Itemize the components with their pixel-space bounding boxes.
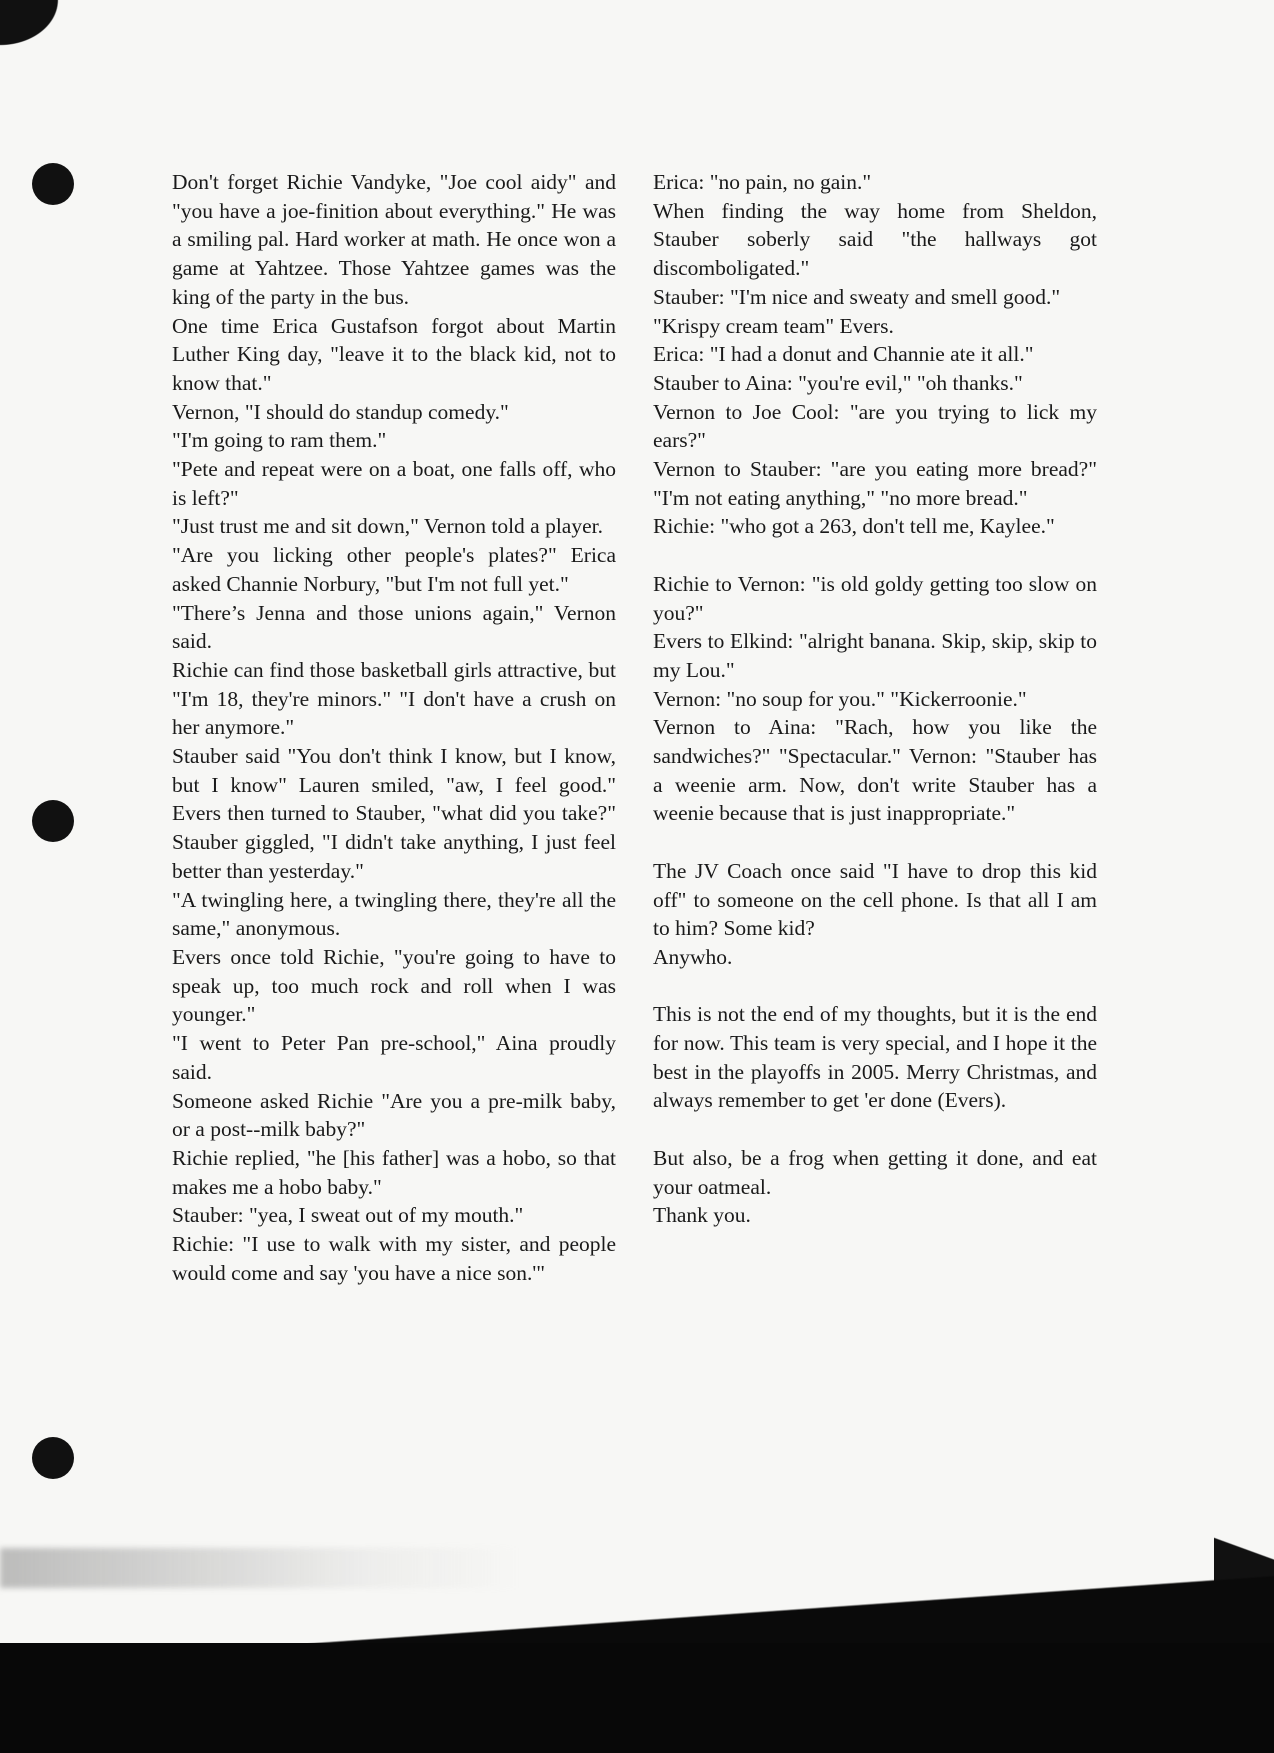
paragraph: One time Erica Gustafson forgot about Martin Luther King day, "leave it to the black kid, not to know that." xyxy=(172,313,616,395)
paragraph: Stauber to Aina: "you're evil," "oh thanks." xyxy=(653,370,1023,395)
paragraph: "A twingling here, a twingling there, they're all the same," anonymous. xyxy=(172,887,616,941)
paragraph: When finding the way home from Sheldon, Stauber soberly said "the hallways got discomboligated." xyxy=(653,198,1097,281)
paragraph: "Pete and repeat were on a boat, one falls off, who is left?" xyxy=(172,457,616,510)
punch-hole-bottom xyxy=(32,1437,74,1479)
paragraph: Don't forget Richie Vandyke, "Joe cool aidy" and "you have a joe-finition about everything." He was a smiling pal. Hard worker at math. He once won a game at Yahtzee. Those Yahtzee games was the king of the party in the bus. xyxy=(172,170,616,309)
paragraph: "Just trust me and sit down," Vernon told a player. xyxy=(172,514,603,539)
paragraph: "I'm going to ram them." xyxy=(172,428,387,453)
paragraph: Vernon to Joe Cool: "are you trying to lick my ears?" xyxy=(653,399,1097,453)
punch-hole-top xyxy=(32,163,74,205)
paragraph: Evers to Elkind: "alright banana. Skip, skip, skip to my Lou." xyxy=(653,629,1097,682)
punch-hole-middle xyxy=(32,800,74,842)
paragraph: Vernon to Stauber: "are you eating more bread?" "I'm not eating anything," "no more bread." xyxy=(653,457,1097,510)
scan-shadow-bottom xyxy=(0,1643,1274,1753)
paragraph: "There’s Jenna and those unions again," Vernon said. xyxy=(172,600,616,654)
paragraph-gap xyxy=(653,972,1097,1001)
left-text-column xyxy=(172,168,616,1287)
paragraph: Erica: "no pain, no gain." xyxy=(653,170,872,194)
paragraph: Stauber: "yea, I sweat out of my mouth." xyxy=(172,1203,524,1228)
paragraph: Thank you. xyxy=(653,1203,751,1228)
paragraph: Erica: "I had a donut and Channie ate it all." xyxy=(653,342,1034,367)
right-text-column xyxy=(653,168,1097,1230)
paragraph: "Krispy cream team" Evers. xyxy=(653,313,894,338)
paragraph: Richie replied, "he [his father] was a hobo, so that makes me a hobo baby." xyxy=(172,1145,616,1199)
scan-shadow-top-left xyxy=(0,0,90,70)
paragraph: "Are you licking other people's plates?" Erica asked Channie Norbury, "but I'm not full yet." xyxy=(172,543,616,596)
paragraph: Vernon, "I should do standup comedy." xyxy=(172,399,509,424)
paragraph: Richie: "who got a 263, don't tell me, Kaylee." xyxy=(653,514,1055,539)
paragraph: But also, be a frog when getting it done, and eat your oatmeal. xyxy=(653,1145,1097,1199)
paragraph: Vernon to Aina: "Rach, how you like the sandwiches?" "Spectacular." Vernon: "Stauber has a weenie arm. Now, don't write Stauber has a weenie because that is just inappropriate." xyxy=(653,715,1097,826)
paragraph: Someone asked Richie "Are you a pre-milk baby, or a post--milk baby?" xyxy=(172,1088,616,1142)
paragraph: Richie can find those basketball girls attractive, but "I'm 18, they're minors." "I don't have a crush on her anymore." xyxy=(172,657,616,740)
paragraph: Stauber: "I'm nice and sweaty and smell good." xyxy=(653,284,1061,309)
paragraph: Evers once told Richie, "you're going to have to speak up, too much rock and roll when I was younger." xyxy=(172,944,616,1027)
paragraph-gap xyxy=(653,828,1097,857)
paragraph: Stauber said "You don't think I know, but I know, but I know" Lauren smiled, "aw, I feel good." Evers then turned to Stauber, "what did you take?" Stauber giggled, "I didn't take anything, I just feel better than yesterday." xyxy=(172,744,616,883)
paragraph-gap xyxy=(653,541,1097,570)
paragraph-gap xyxy=(653,1115,1097,1144)
paragraph: The JV Coach once said "I have to drop this kid off" to someone on the cell phone. Is that all I am to him? Some kid? xyxy=(653,858,1097,941)
paragraph: "I went to Peter Pan pre-school," Aina proudly said. xyxy=(172,1031,616,1084)
paragraph: Richie to Vernon: "is old goldy getting too slow on you?" xyxy=(653,571,1097,625)
paragraph: Anywho. xyxy=(653,944,733,969)
paragraph: Vernon: "no soup for you." "Kickerroonie." xyxy=(653,686,1027,711)
paragraph: This is not the end of my thoughts, but it is the end for now. This team is very special, and I hope it the best in the playoffs in 2005. Merry Christmas, and always remember to get 'er done (Evers). xyxy=(653,1002,1097,1113)
paragraph: Richie: "I use to walk with my sister, and people would come and say 'you have a nice son.'" xyxy=(172,1232,616,1285)
